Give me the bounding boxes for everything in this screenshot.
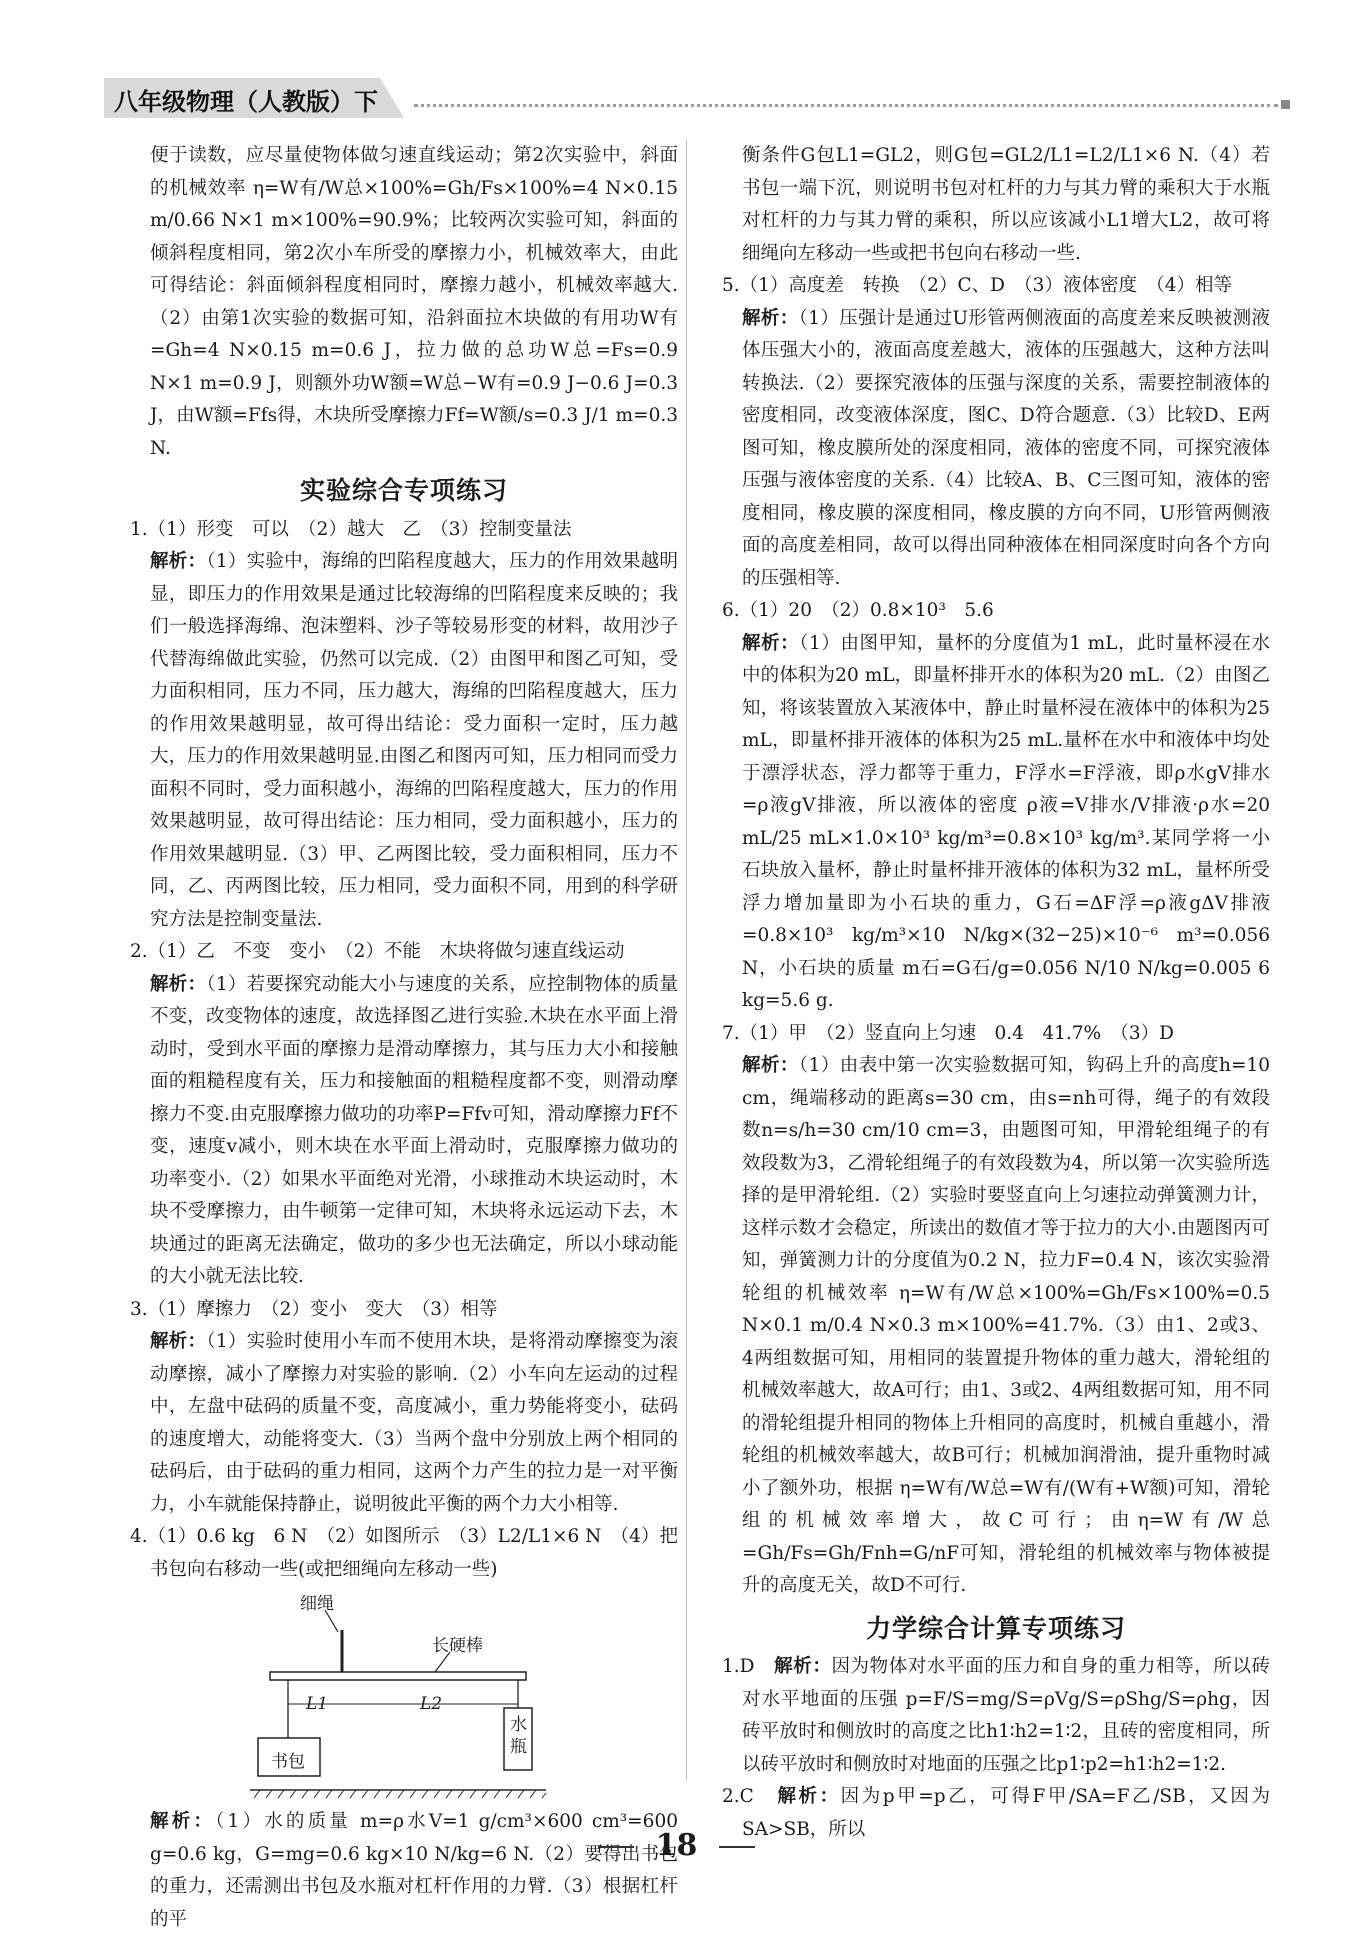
q6-answer: 6.（1）20 （2）0.8×10³ 5.6 [722, 600, 994, 621]
q4-answer: 4.（1）0.6 kg 6 N （2）如图所示 （3）L2/L1×6 N （4）把书包向右移动一些(或把细绳向左移动一些) [130, 1526, 678, 1580]
hard-rod [270, 1672, 526, 1680]
section-title-mechanics: 力学综合计算专项练习 [865, 1613, 1126, 1643]
q5-analysis [722, 303, 1270, 596]
c1-block [722, 1651, 1270, 1781]
page-header [104, 78, 1290, 118]
q7-answer: 7.（1）甲 （2）竖直向上匀速 0.4 41.7% （3）D [722, 1022, 1174, 1044]
q1-analysis [130, 546, 678, 936]
q2-analysis-text: （1）若要探究动能大小与速度的关系，应控制物体的质量不变，改变物体的速度，故选择图乙进行实验.木块在水平面上滑动时，受到水平面的摩擦力是滑动摩擦力，其与压力大小和接触面的粗糙程度有关，压力和接触面的粗糙程度都不变，则滑动摩擦力不变.由克服摩擦力做功的功率P=Ffv可知，滑动摩擦力Ff不变，速度v减小，则木块在水平面上滑动时，克服摩擦力做功的功率变小.（2）如果水平面绝对光滑，小球推动木块运动时，木块不受摩擦力，由牛顿第一定律可知，木块将永远运动下去，木块通过的距离无法确定，做功的多少也无法确定，所以小球动能的大小就无法比较. [150, 973, 678, 1287]
q3-answer: 3.（1）摩擦力 （2）变小 变大 （3）相等 [130, 1298, 498, 1320]
analysis-label: 解析： [774, 1656, 832, 1677]
q5-answer: 5.（1）高度差 转换 （2）C、D （3）液体密度 （4）相等 [722, 275, 1232, 296]
analysis-label: 解析： [150, 551, 207, 572]
q2-analysis [130, 969, 678, 1294]
label-rod: 长硬棒 [432, 1636, 483, 1656]
analysis-label: 解析： [742, 307, 799, 329]
q3-analysis-text: （1）实验时使用小车而不使用木块，是将滑动摩擦变为滚动摩擦，减小了摩擦力对实验的影响.（2）小车向左运动的过程中，左盘中砝码的质量不变，高度减小，重力势能将变小，砝码的速度增大，动能将变大.（3）当两个盘中分别放上两个相同的砝码后，由于砝码的重力相同，这两个力产生的拉力是一对平衡力，小车就能保持静止，说明彼此平衡的两个力大小相等. [150, 1331, 678, 1515]
header-square-marker [1281, 100, 1290, 109]
label-l1: L1 [306, 1694, 329, 1714]
label-l2: L2 [420, 1694, 443, 1714]
q4-analysis-text: （1）水的质量 m=ρ水V=1 g/cm³×600 cm³=600 g=0.6 kg，G=mg=0.6 kg×10 N/kg=6 N.（2）要得出书包的重力，还需测出书包及水瓶对杠杆作用的力臂.（3）根据杠杆的平 [150, 1811, 678, 1930]
q7-analysis-text: （1）由表中第一次实验数据可知，钩码上升的高度h=10 cm，绳端移动的距离s=30 cm，由s=nh可得，绳子的有效段数n=s/h=30 cm/10 cm=3，由题图可知，甲滑轮组绳子的有效段数为3，乙滑轮组绳子的有效段数为4，所以第一次实验所选择的是甲滑轮组.（2）实验时要竖直向上匀速拉动弹簧测力计，这样示数才会稳定，所读出的数值才等于拉力的大小.由题图丙可知，弹簧测力计的分度值为0.2 N，拉力F=0.4 N，该次实验滑轮组的机械效率 η=W有/W总×100%=Gh/Fs×100%=0.5 N×0.1 m/0.4 N×0.3 m×100%=41.7%.（3）由1、2或3、4两组数据可知，用相同的装置提升物体的重力越大，滑轮组的机械效率越大，故A可行；由1、3或2、4两组数据可知，用不同的滑轮组提升相同的物体上升相同的高度时，机械自重越小，滑轮组的机械效率越大，故B可行；机械加润滑油，提升重物时减小了额外功，根据 η=W有/W总=W有/(W有+W额)可知，滑轮组的机械效率增大，故C可行；由η=W有/W总=Gh/Fs=Gh/Fnh=G/nF可知，滑轮组的机械效率与物体被提升的高度无关，故D不可行. [742, 1055, 1270, 1596]
right-column [722, 140, 1270, 1840]
header-dotted-rule [414, 104, 1278, 107]
label-bag: 书包 [271, 1752, 305, 1772]
analysis-label: 解析： [742, 1055, 799, 1076]
c2-answer: 2.C [722, 1786, 778, 1807]
header-title: 八年级物理（人教版）下 [114, 87, 378, 116]
q5-analysis-text: （1）压强计是通过U形管两侧液面的高度差来反映被测液体压强大小的，液面高度差越大，液体的压强越大，这种方法叫转换法.（2）要探究液体的压强与深度的关系，需要控制液体的密度相同，改变液体深度，图C、D符合题意.（3）比较D、E两图可知，橡皮膜所处的深度相同，液体的密度不同，可探究液体压强与液体密度的关系.（4）比较A、B、C三图可知，液体的密度相同，橡皮膜的深度相同，橡皮膜的方向不同，U形管两侧液面的高度差相同，故可以得出同种液体在相同深度时向各个方向的压强相等. [742, 307, 1270, 589]
page-number-text: 18 [655, 1828, 698, 1863]
q4-analysis [130, 1806, 678, 1936]
analysis-label: 解析： [150, 1811, 216, 1832]
section-title-experiment: 实验综合专项练习 [299, 476, 508, 505]
c1-analysis-text: 因为物体对水平面的压力和自身的重力相等，所以砖对水平地面的压强 p=F/S=mg/S=ρVg/S=ρShg/S=ρhg，因砖平放时和侧放时的高度之比h1∶h2=1∶2，且砖的密度相同，所以砖平放时和侧放时对地面的压强之比p1∶p2=h1∶h2=1∶2. [742, 1656, 1270, 1775]
ground-hatch [254, 1790, 546, 1798]
q4-analysis-continued: 衡条件G包L1=GL2，则G包=GL2/L1=L2/L1×6 N.（4）若书包一端下沉，则说明书包对杠杆的力与其力臂的乘积大于水瓶对杠杆的力与其力臂的乘积，所以应该减小L1增大L2，故可将细绳向左移动一些或把书包向右移动一些. [742, 145, 1270, 264]
q1-analysis-text: （1）实验中，海绵的凹陷程度越大，压力的作用效果越明显，即压力的作用效果是通过比较海绵的凹陷程度来反映的；我们一般选择海绵、泡沫塑料、沙子等较易形变的材料，故用沙子代替海绵做此实验，仍然可以完成.（2）由图甲和图乙可知，受力面积相同，压力不同，压力越大，海绵的凹陷程度越大，压力的作用效果越明显，故可得出结论：受力面积一定时，压力越大，压力的作用效果越明显.由图乙和图丙可知，压力相同而受力面积不同时，受力面积越小，海绵的凹陷程度越大，压力的作用效果越明显，故可得出结论：压力相同，受力面积越小，压力的作用效果越明显.（3）甲、乙两图比较，受力面积相同，压力不同，乙、丙两图比较，压力相同，受力面积不同，用到的科学研究方法是控制变量法. [150, 551, 678, 930]
intro-continuation: 便于读数，应尽量使物体做匀速直线运动；第2次实验中，斜面的机械效率 η=W有/W总×100%=Gh/Fs×100%=4 N×0.15 m/0.66 N×1 m×100%=90.9%；比较两次实验可知，斜面的倾斜程度相同，第2次小车所受的摩擦力小，机械效率大，由此可得结论：斜面倾斜程度相同时，摩擦力越小，机械效率越大.（2）由第1次实验的数据可知，沿斜面拉木块做的有用功W有=Gh=4 N×0.15 m=0.6 J，拉力做的总功W总=Fs=0.9 N×1 m=0.9 J，则额外功W额=W总−W有=0.9 J−0.6 J=0.3 J，由W额=Ffs得，木块所受摩擦力Ff=W额/s=0.3 J/1 m=0.3 N. [150, 145, 678, 459]
label-bottle: 水瓶 [510, 1715, 527, 1757]
analysis-label: 解析： [150, 1331, 207, 1352]
lever-figure [250, 1590, 550, 1800]
q2-answer: 2.（1）乙 不变 变小 （2）不能 木块将做匀速直线运动 [130, 941, 625, 962]
page-number [0, 1828, 1353, 1863]
q3-analysis [130, 1326, 678, 1521]
column-divider [686, 140, 687, 1780]
c2-analysis-text: 因为p甲=p乙，可得F甲/SA=F乙/SB，又因为SA>SB，所以 [742, 1786, 1270, 1840]
q6-analysis [722, 628, 1270, 1018]
q6-analysis-text: （1）由图甲知，量杯的分度值为1 mL，此时量杯浸在水中的体积为20 mL，即量杯排开水的体积为20 mL.（2）由图乙知，将该装置放入某液体中，静止时量杯浸在液体中的体积为25 mL，即量杯排开液体的体积为25 mL.量杯在水中和液体中均处于漂浮状态，浮力都等于重力，F浮水=F浮液，即ρ水gV排水=ρ液gV排液，所以液体的密度 ρ液=V排水/V排液·ρ水=20 mL/25 mL×1.0×10³ kg/m³=0.8×10³ kg/m³.某同学将一小石块放入量杯，静止时量杯排开液体的体积为32 mL，量杯所受浮力增加量即为小石块的重力，G石=ΔF浮=ρ液gΔV排液=0.8×10³ kg/m³×10 N/kg×(32−25)×10⁻⁶ m³=0.056 N，小石块的质量 m石=G石/g=0.056 N/10 N/kg=0.005 6 kg=5.6 g. [742, 632, 1270, 1011]
c1-answer: 1.D [722, 1656, 775, 1677]
q1-answer: 1.（1）形变 可以 （2）越大 乙 （3）控制变量法 [130, 518, 572, 540]
label-rope: 细绳 [300, 1594, 334, 1614]
page-number-dash-left [598, 1846, 634, 1848]
analysis-label: 解析： [742, 632, 800, 654]
q7-analysis [722, 1050, 1270, 1603]
analysis-label: 解析： [777, 1786, 841, 1807]
analysis-label: 解析： [150, 973, 207, 995]
page-number-dash-right [719, 1846, 755, 1848]
